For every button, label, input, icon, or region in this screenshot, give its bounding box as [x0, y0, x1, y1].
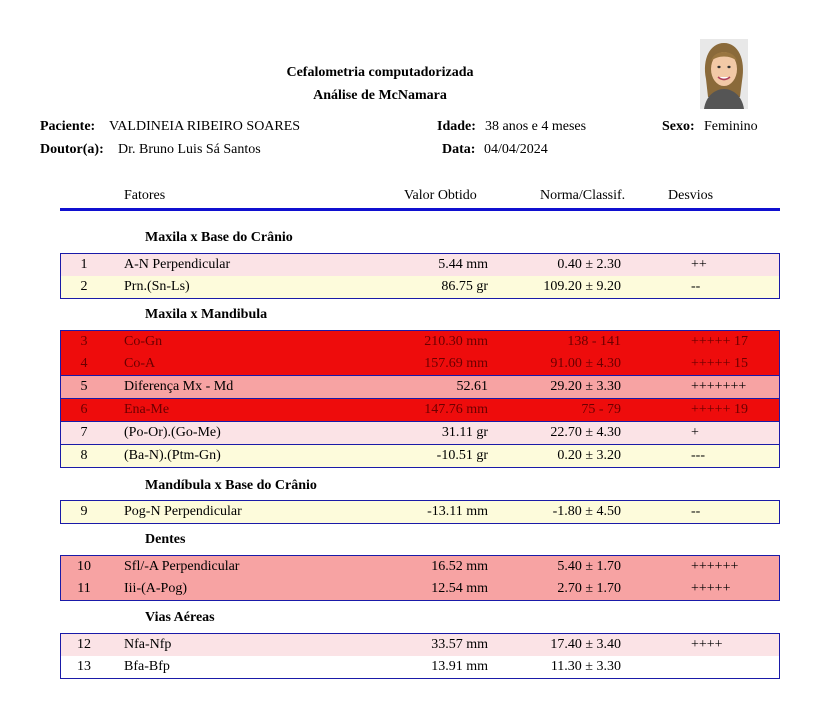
obtained-value: 12.54 mm [431, 581, 488, 596]
obtained-value: 210.30 mm [424, 334, 488, 349]
deviation-value: ++ [691, 257, 707, 272]
obtained-value: 52.61 [456, 379, 488, 394]
table-row [60, 500, 780, 524]
factor-name: Sfl/-A Perpendicular [124, 559, 240, 574]
norm-value: 29.20 ± 3.30 [550, 379, 621, 394]
section-title: Maxila x Base do Crânio [145, 230, 293, 245]
deviation-value: --- [691, 448, 705, 463]
row-number: 6 [80, 402, 88, 417]
deviation-value: +++++ [691, 581, 731, 596]
norm-value: 138 - 141 [567, 334, 621, 349]
norm-value: 11.30 ± 3.30 [550, 659, 621, 674]
age-value: 38 anos e 4 meses [485, 119, 587, 134]
obtained-value: 86.75 gr [441, 279, 488, 294]
obtained-value: 33.57 mm [431, 637, 488, 652]
obtained-value: -13.11 mm [427, 504, 488, 519]
factor-name: Co-Gn [124, 334, 163, 349]
table-row [60, 422, 780, 445]
row-number: 2 [80, 279, 88, 294]
obtained-value: 147.76 mm [424, 402, 488, 417]
row-number: 7 [80, 425, 88, 440]
deviation-value: +++++ 17 [691, 334, 748, 349]
norm-value: 2.70 ± 1.70 [557, 581, 621, 596]
header-norm: Norma/Classif. [540, 188, 626, 203]
factor-name: Nfa-Nfp [124, 637, 172, 652]
deviation-value: -- [691, 279, 701, 294]
deviation-value: + [691, 425, 699, 440]
table-row [60, 353, 780, 376]
factor-name: A-N Perpendicular [124, 257, 231, 272]
norm-value: 75 - 79 [581, 402, 621, 417]
row-number: 3 [80, 334, 88, 349]
deviation-value: +++++ 19 [691, 402, 748, 417]
table-row [60, 253, 780, 277]
table-row [60, 578, 780, 601]
sex-value: Feminino [704, 119, 758, 134]
obtained-value: 13.91 mm [431, 659, 488, 674]
obtained-value: 16.52 mm [431, 559, 488, 574]
row-number: 5 [80, 379, 88, 394]
obtained-value: -10.51 gr [436, 448, 488, 463]
patient-label: Paciente: [40, 119, 96, 134]
obtained-value: 31.11 gr [441, 425, 488, 440]
table-row [60, 376, 780, 399]
section-title: Mandíbula x Base do Crânio [145, 478, 317, 493]
section-title: Dentes [145, 532, 186, 547]
patient-name: VALDINEIA RIBEIRO SOARES [109, 119, 301, 134]
factor-name: Prn.(Sn-Ls) [124, 279, 190, 294]
deviation-value: ++++++ [691, 559, 739, 574]
row-number: 10 [77, 559, 91, 574]
table-row [60, 555, 780, 579]
header-deviation: Desvios [668, 188, 714, 203]
factor-name: Iii-(A-Pog) [124, 581, 187, 596]
norm-value: 22.70 ± 4.30 [550, 425, 621, 440]
norm-value: 5.40 ± 1.70 [557, 559, 621, 574]
factor-name: Pog-N Perpendicular [124, 504, 242, 519]
age-label: Idade: [437, 119, 476, 134]
doctor-name: Dr. Bruno Luis Sá Santos [118, 142, 261, 157]
table-row [60, 399, 780, 422]
factor-name: (Po-Or).(Go-Me) [124, 425, 221, 440]
obtained-value: 157.69 mm [424, 356, 488, 371]
norm-value: 109.20 ± 9.20 [543, 279, 621, 294]
section-title: Vias Aéreas [145, 610, 215, 625]
doctor-label: Doutor(a): [40, 142, 104, 157]
row-number: 11 [77, 581, 91, 596]
factor-name: Ena-Me [124, 402, 170, 417]
table-row [60, 656, 780, 679]
deviation-value: -- [691, 504, 701, 519]
row-number: 9 [80, 504, 88, 519]
norm-value: 91.00 ± 4.30 [550, 356, 621, 371]
norm-value: 0.40 ± 2.30 [557, 257, 621, 272]
table-row [60, 445, 780, 468]
factor-name: Diferença Mx - Md [124, 379, 234, 394]
factor-name: Co-A [124, 356, 156, 371]
table-row [60, 633, 780, 657]
report-title: Cefalometria computadorizada [286, 65, 474, 80]
obtained-value: 5.44 mm [438, 257, 488, 272]
norm-value: 17.40 ± 3.40 [550, 637, 621, 652]
row-number: 12 [77, 637, 91, 652]
section-title: Maxila x Mandibula [145, 307, 268, 322]
sex-label: Sexo: [662, 119, 695, 134]
norm-value: -1.80 ± 4.50 [552, 504, 621, 519]
factor-name: Bfa-Bfp [124, 659, 170, 674]
deviation-value: +++++ 15 [691, 356, 748, 371]
header-factors: Fatores [124, 188, 166, 203]
date-value: 04/04/2024 [484, 142, 548, 157]
factor-name: (Ba-N).(Ptm-Gn) [124, 448, 221, 463]
date-label: Data: [442, 142, 476, 157]
header-value: Valor Obtido [404, 188, 477, 203]
deviation-value: +++++++ [691, 379, 747, 394]
table-row [60, 276, 780, 299]
table-row [60, 330, 780, 354]
row-number: 1 [80, 257, 88, 272]
header-rule [60, 208, 780, 211]
row-number: 13 [77, 659, 91, 674]
row-number: 8 [80, 448, 88, 463]
patient-photo [700, 39, 748, 109]
report-subtitle: Análise de McNamara [313, 88, 447, 103]
deviation-value: ++++ [691, 637, 723, 652]
row-number: 4 [80, 356, 88, 371]
norm-value: 0.20 ± 3.20 [557, 448, 621, 463]
